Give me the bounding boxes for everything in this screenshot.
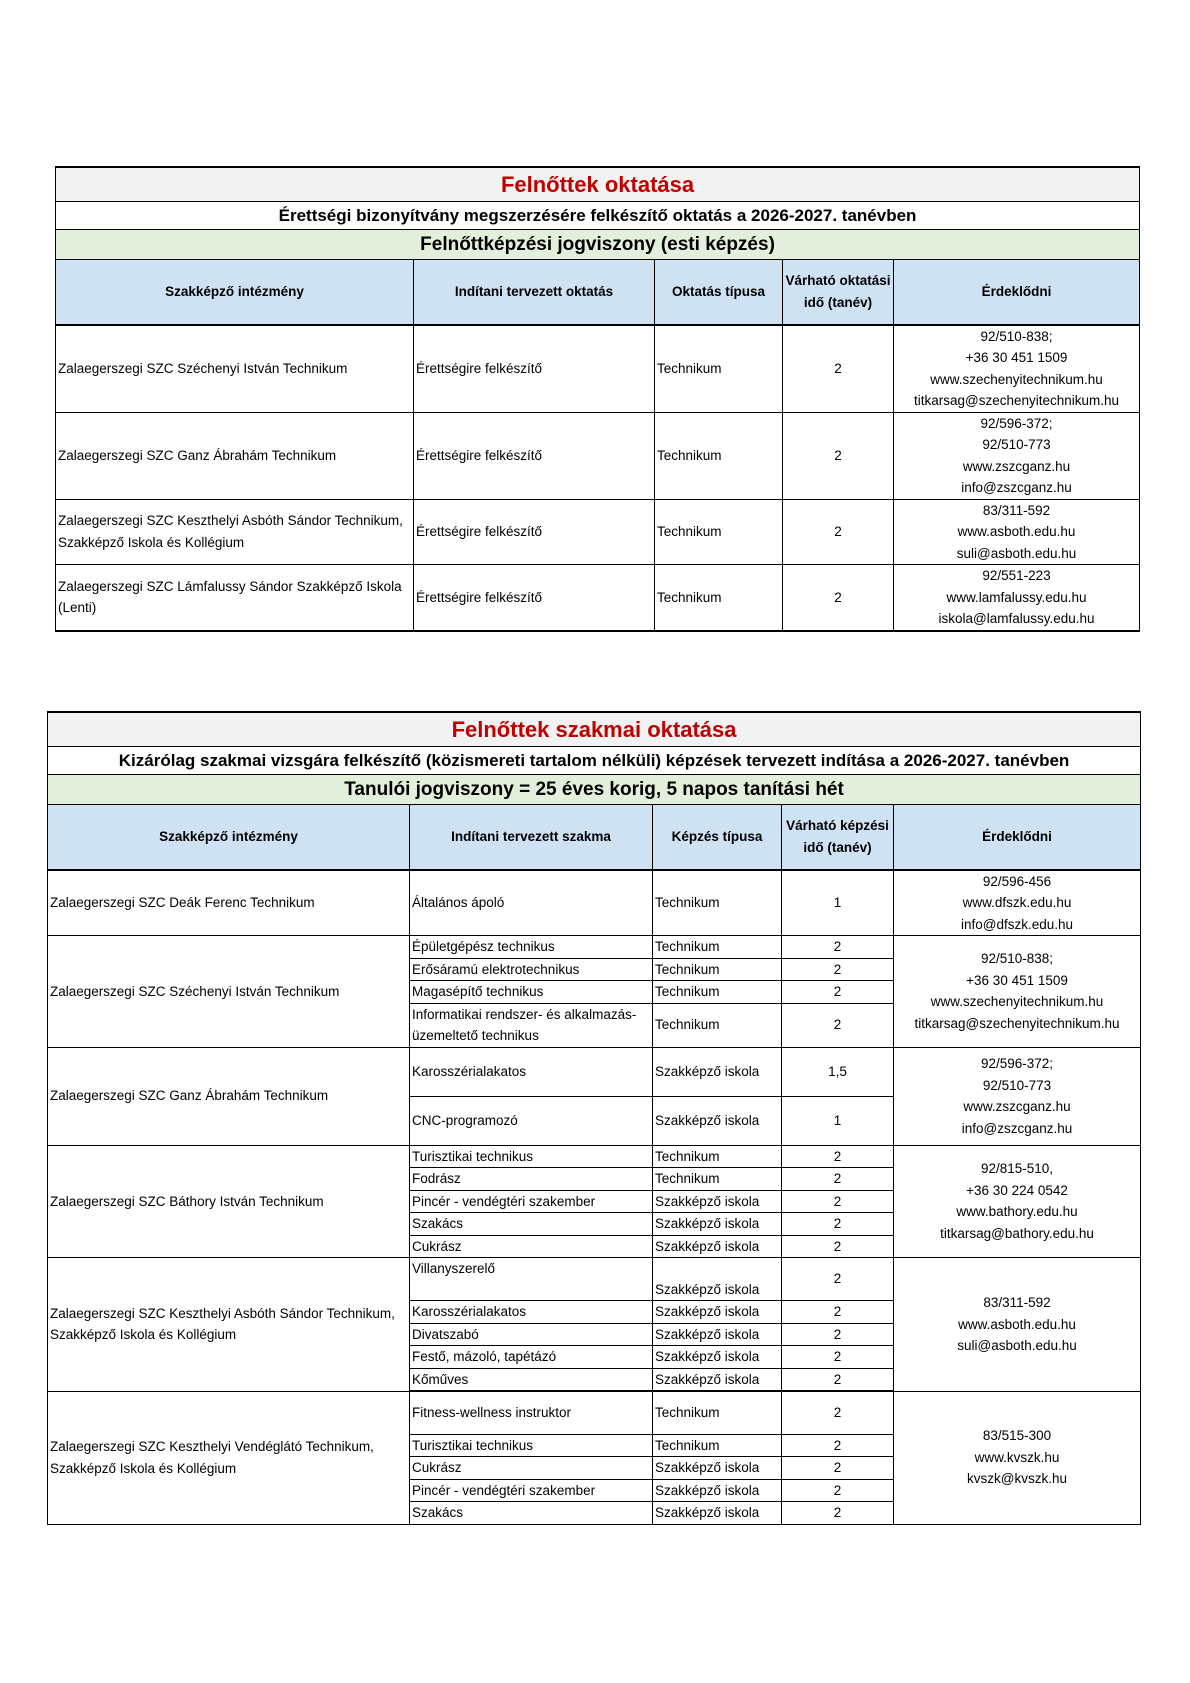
course-cell: Szakács bbox=[410, 1502, 653, 1525]
contact-email-link[interactable]: titkarsag@bathory.edu.hu bbox=[940, 1225, 1094, 1241]
adult-education-table bbox=[55, 166, 1140, 632]
duration-cell: 2 bbox=[782, 1258, 894, 1301]
type-cell: Szakképző iskola bbox=[653, 1368, 782, 1391]
contact-website-link[interactable]: www.zszcganz.hu bbox=[962, 458, 1071, 474]
type-cell: Technikum bbox=[653, 936, 782, 959]
table-row bbox=[56, 325, 1140, 413]
duration-cell: 2 bbox=[782, 1457, 894, 1480]
section2-band: Tanulói jogviszony = 25 éves korig, 5 napos tanítási hét bbox=[48, 775, 1141, 805]
table-row bbox=[48, 1391, 1141, 1434]
duration-cell: 1,5 bbox=[782, 1047, 894, 1096]
contact-website-link[interactable]: www.asboth.edu.hu bbox=[958, 1316, 1076, 1332]
contact-email-link[interactable]: info@zszcganz.hu bbox=[961, 1120, 1073, 1136]
header-type: Oktatás típusa bbox=[655, 260, 783, 325]
contact-phone: 83/311-592 bbox=[982, 502, 1051, 518]
contact-email-link[interactable]: titkarsag@szechenyitechnikum.hu bbox=[913, 393, 1120, 408]
table-row bbox=[56, 499, 1140, 565]
header-course: Indítani tervezett szakma bbox=[410, 805, 653, 870]
course-cell: Turisztikai technikus bbox=[410, 1145, 653, 1168]
table-row bbox=[48, 1145, 1141, 1168]
type-cell: Szakképző iskola bbox=[653, 1479, 782, 1502]
course-cell: Turisztikai technikus bbox=[410, 1434, 653, 1457]
section2-subtitle: Kizárólag szakmai vizsgára felkészítő (közismereti tartalom nélküli) képzések tervezett indítása a 2026-2027. tanévben bbox=[48, 747, 1141, 775]
duration-cell: 2 bbox=[782, 1190, 894, 1213]
course-cell: Épületgépész technikus bbox=[410, 936, 653, 959]
contact-phone: 92/596-456 bbox=[982, 873, 1052, 889]
contact-cell bbox=[894, 1258, 1141, 1392]
contact-cell bbox=[894, 1391, 1141, 1524]
type-cell: Technikum bbox=[655, 565, 783, 631]
course-cell: Cukrász bbox=[410, 1235, 653, 1258]
contact-phone: 92/510-838; bbox=[981, 951, 1054, 967]
type-cell: Szakképző iskola bbox=[653, 1301, 782, 1324]
contact-phone: +36 30 224 0542 bbox=[966, 1182, 1068, 1198]
institution-cell: Zalaegerszegi SZC Ganz Ábrahám Technikum bbox=[56, 412, 414, 499]
contact-cell bbox=[894, 1145, 1141, 1258]
duration-cell: 2 bbox=[782, 1346, 894, 1369]
course-cell: Érettségire felkészítő bbox=[414, 325, 655, 413]
duration-cell: 1 bbox=[782, 1096, 894, 1145]
duration-cell: 2 bbox=[782, 1368, 894, 1391]
header-course: Indítani tervezett oktatás bbox=[414, 260, 655, 325]
type-cell: Technikum bbox=[655, 325, 783, 413]
duration-cell: 2 bbox=[782, 936, 894, 959]
type-cell: Technikum bbox=[653, 1168, 782, 1191]
contact-phone: 92/510-773 bbox=[982, 437, 1051, 452]
duration-cell: 2 bbox=[782, 1434, 894, 1457]
type-cell: Technikum bbox=[653, 981, 782, 1004]
contact-email-link[interactable]: titkarsag@szechenyitechnikum.hu bbox=[914, 1015, 1120, 1031]
header-type: Képzés típusa bbox=[653, 805, 782, 870]
course-cell: Informatikai rendszer- és alkalmazás-üzemeltető technikus bbox=[410, 1003, 653, 1047]
table-row bbox=[48, 936, 1141, 959]
header-contact: Érdeklődni bbox=[894, 260, 1140, 325]
table-row bbox=[48, 870, 1141, 936]
contact-website-link[interactable]: www.szechenyitechnikum.hu bbox=[930, 994, 1104, 1010]
course-cell: Cukrász bbox=[410, 1457, 653, 1480]
course-cell: Karosszérialakatos bbox=[410, 1047, 653, 1096]
contact-website-link[interactable]: www.kvszk.hu bbox=[974, 1449, 1060, 1465]
header-duration: Várható képzési idő (tanév) bbox=[782, 805, 894, 870]
duration-cell: 2 bbox=[782, 1479, 894, 1502]
contact-website-link[interactable]: www.asboth.edu.hu bbox=[957, 524, 1076, 539]
institution-cell: Zalaegerszegi SZC Báthory István Technikum bbox=[48, 1145, 410, 1258]
type-cell: Technikum bbox=[655, 412, 783, 499]
contact-email-link[interactable]: suli@asboth.edu.hu bbox=[956, 545, 1077, 561]
type-cell: Technikum bbox=[653, 1145, 782, 1168]
institution-cell: Zalaegerszegi SZC Széchenyi István Technikum bbox=[48, 936, 410, 1048]
duration-cell: 2 bbox=[782, 981, 894, 1004]
table-row bbox=[48, 1047, 1141, 1096]
duration-cell: 2 bbox=[782, 1213, 894, 1236]
contact-phone: 92/815-510, bbox=[981, 1161, 1054, 1177]
course-cell: Érettségire felkészítő bbox=[414, 499, 655, 565]
course-cell: Pincér - vendégtéri szakember bbox=[410, 1190, 653, 1213]
type-cell: Szakképző iskola bbox=[653, 1323, 782, 1346]
course-cell: Szakács bbox=[410, 1213, 653, 1236]
contact-website-link[interactable]: www.bathory.edu.hu bbox=[956, 1204, 1078, 1220]
type-cell: Szakképző iskola bbox=[653, 1235, 782, 1258]
contact-email-link[interactable]: kvszk@kvszk.hu bbox=[967, 1471, 1068, 1487]
institution-cell: Zalaegerszegi SZC Széchenyi István Technikum bbox=[56, 325, 414, 413]
section1-title: Felnőttek oktatása bbox=[56, 167, 1140, 202]
course-cell: Érettségire felkészítő bbox=[414, 565, 655, 631]
course-cell: Villanyszerelő bbox=[410, 1258, 653, 1301]
course-cell: Fitness-wellness instruktor bbox=[410, 1391, 653, 1434]
contact-website-link[interactable]: www.dfszk.edu.hu bbox=[962, 895, 1072, 910]
duration-cell: 2 bbox=[782, 1301, 894, 1324]
contact-email-link[interactable]: info@dfszk.edu.hu bbox=[961, 916, 1074, 932]
type-cell: Szakképző iskola bbox=[653, 1047, 782, 1096]
course-cell: Általános ápoló bbox=[410, 870, 653, 936]
header-institution: Szakképző intézmény bbox=[48, 805, 410, 870]
contact-cell bbox=[894, 325, 1140, 413]
duration-cell: 2 bbox=[782, 958, 894, 981]
course-cell: Fodrász bbox=[410, 1168, 653, 1191]
duration-cell: 2 bbox=[783, 325, 894, 413]
institution-cell: Zalaegerszegi SZC Keszthelyi Asbóth Sándor Technikum, Szakképző Iskola és Kollégium bbox=[48, 1258, 410, 1392]
table-row bbox=[56, 565, 1140, 631]
contact-phone: 92/596-372; bbox=[980, 415, 1053, 431]
course-cell: Érettségire felkészítő bbox=[414, 412, 655, 499]
duration-cell: 2 bbox=[783, 412, 894, 499]
header-duration: Várható oktatási idő (tanév) bbox=[783, 260, 894, 325]
contact-phone: 83/311-592 bbox=[983, 1295, 1051, 1310]
contact-phone: 92/510-838; bbox=[980, 328, 1053, 344]
contact-phone: 92/551-223 bbox=[982, 568, 1051, 583]
type-cell: Technikum bbox=[653, 1434, 782, 1457]
contact-email-link[interactable]: iskola@lamfalussy.edu.hu bbox=[938, 611, 1095, 626]
duration-cell: 2 bbox=[783, 499, 894, 565]
contact-cell bbox=[894, 1047, 1141, 1145]
type-cell: Technikum bbox=[653, 1391, 782, 1434]
table-row bbox=[48, 1258, 1141, 1301]
course-cell: Magasépítő technikus bbox=[410, 981, 653, 1004]
contact-phone: +36 30 451 1509 bbox=[966, 972, 1068, 988]
contact-cell bbox=[894, 870, 1141, 936]
section1-band: Felnőttképzési jogviszony (esti képzés) bbox=[56, 230, 1140, 260]
type-cell: Szakképző iskola bbox=[653, 1346, 782, 1369]
course-cell: Pincér - vendégtéri szakember bbox=[410, 1479, 653, 1502]
duration-cell: 2 bbox=[783, 565, 894, 631]
duration-cell: 2 bbox=[782, 1391, 894, 1434]
duration-cell: 2 bbox=[782, 1323, 894, 1346]
contact-website-link[interactable]: www.szechenyitechnikum.hu bbox=[930, 371, 1103, 387]
duration-cell: 1 bbox=[782, 870, 894, 936]
type-cell: Technikum bbox=[653, 958, 782, 981]
type-cell: Technikum bbox=[655, 499, 783, 565]
type-cell: Technikum bbox=[653, 870, 782, 936]
header-institution: Szakképző intézmény bbox=[56, 260, 414, 325]
contact-website-link[interactable]: www.zszcganz.hu bbox=[963, 1099, 1071, 1114]
type-cell: Szakképző iskola bbox=[653, 1096, 782, 1145]
institution-cell: Zalaegerszegi SZC Ganz Ábrahám Technikum bbox=[48, 1047, 410, 1145]
type-cell: Szakképző iskola bbox=[653, 1213, 782, 1236]
section1-subtitle: Érettségi bizonyítvány megszerzésére felkészítő oktatás a 2026-2027. tanévben bbox=[56, 202, 1140, 230]
contact-cell bbox=[894, 936, 1141, 1048]
header-contact: Érdeklődni bbox=[894, 805, 1141, 870]
institution-cell: Zalaegerszegi SZC Keszthelyi Vendéglátó Technikum, Szakképző Iskola és Kollégium bbox=[48, 1391, 410, 1524]
course-cell: Karosszérialakatos bbox=[410, 1301, 653, 1324]
table-row bbox=[56, 412, 1140, 499]
contact-phone: 92/596-372; bbox=[981, 1056, 1054, 1071]
duration-cell: 2 bbox=[782, 1502, 894, 1525]
duration-cell: 2 bbox=[782, 1145, 894, 1168]
type-cell: Szakképző iskola bbox=[653, 1258, 782, 1301]
duration-cell: 2 bbox=[782, 1168, 894, 1191]
contact-email-link[interactable]: suli@asboth.edu.hu bbox=[957, 1338, 1077, 1353]
duration-cell: 2 bbox=[782, 1235, 894, 1258]
contact-cell bbox=[894, 499, 1140, 565]
course-cell: CNC-programozó bbox=[410, 1096, 653, 1145]
adult-vocational-table bbox=[47, 711, 1141, 1525]
type-cell: Szakképző iskola bbox=[653, 1457, 782, 1480]
type-cell: Szakképző iskola bbox=[653, 1190, 782, 1213]
course-cell: Erősáramú elektrotechnikus bbox=[410, 958, 653, 981]
course-cell: Kőműves bbox=[410, 1368, 653, 1391]
institution-cell: Zalaegerszegi SZC Keszthelyi Asbóth Sándor Technikum, Szakképző Iskola és Kollégium bbox=[56, 499, 414, 565]
section2-title: Felnőttek szakmai oktatása bbox=[48, 712, 1141, 747]
institution-cell: Zalaegerszegi SZC Lámfalussy Sándor Szakképző Iskola (Lenti) bbox=[56, 565, 414, 631]
contact-website-link[interactable]: www.lamfalussy.edu.hu bbox=[946, 589, 1087, 605]
contact-email-link[interactable]: info@zszcganz.hu bbox=[961, 480, 1072, 495]
contact-cell bbox=[894, 565, 1140, 631]
course-cell: Festő, mázoló, tapétázó bbox=[410, 1346, 653, 1369]
institution-cell: Zalaegerszegi SZC Deák Ferenc Technikum bbox=[48, 870, 410, 936]
contact-phone: 83/515-300 bbox=[982, 1428, 1052, 1444]
type-cell: Technikum bbox=[653, 1003, 782, 1047]
course-cell: Divatszabó bbox=[410, 1323, 653, 1346]
contact-phone: +36 30 451 1509 bbox=[965, 350, 1068, 365]
duration-cell: 2 bbox=[782, 1003, 894, 1047]
contact-phone: 92/510-773 bbox=[982, 1077, 1052, 1093]
type-cell: Szakképző iskola bbox=[653, 1502, 782, 1525]
contact-cell bbox=[894, 412, 1140, 499]
